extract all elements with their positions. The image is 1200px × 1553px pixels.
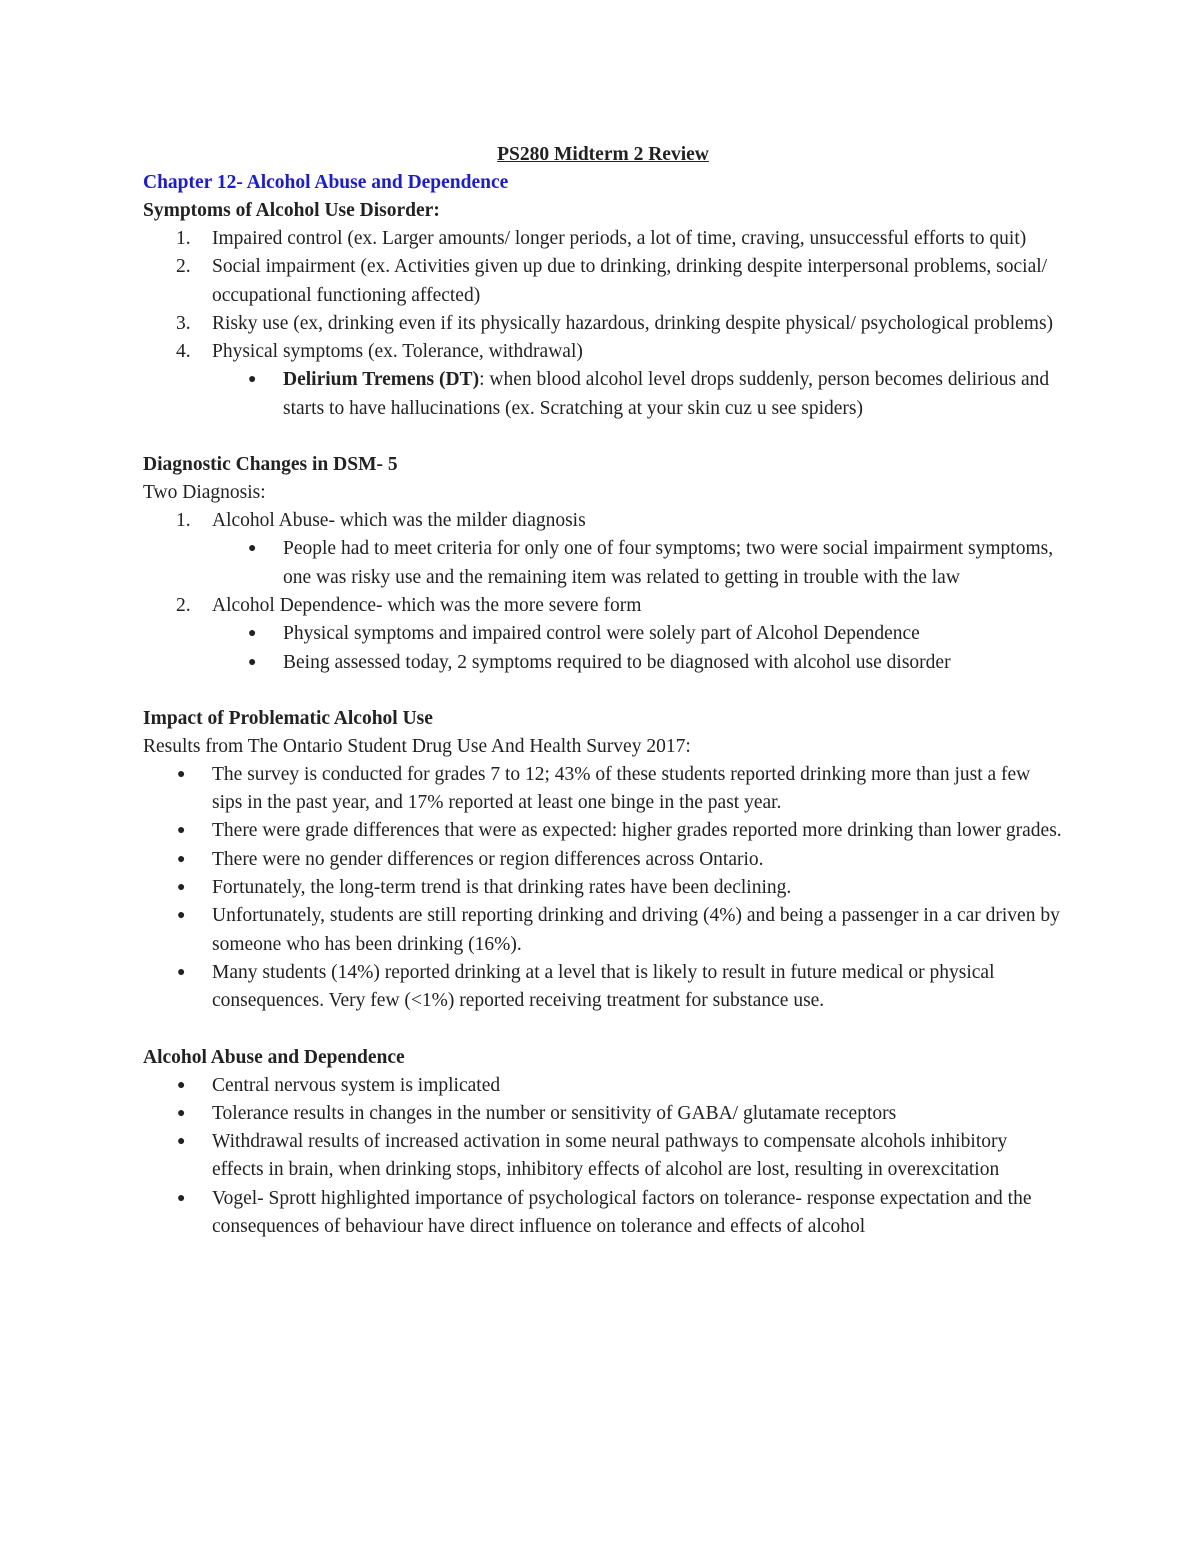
diagnostic-heading: Diagnostic Changes in DSM- 5	[143, 454, 398, 476]
bullet-icon: ●	[177, 880, 186, 896]
bullet-icon: ●	[177, 823, 186, 839]
sub-list	[212, 366, 1063, 423]
bullet-icon: ●	[177, 766, 186, 782]
bullet-icon: ●	[248, 654, 257, 670]
bullet-icon: ●	[248, 541, 257, 557]
impact-list	[143, 761, 1063, 1016]
bullet-icon: ●	[177, 1134, 186, 1150]
sub-list-item: ● Physical symptoms and impaired control were solely part of Alcohol Dependence	[143, 620, 1063, 648]
bullet-icon: ●	[177, 964, 186, 980]
list-item: 3. Risky use (ex, drinking even if its physically hazardous, drinking despite physical/ psychological problems)	[176, 312, 1054, 334]
list-item: 2. Social impairment (ex. Activities given up due to drinking, drinking despite interpersonal problems, social/ occupational functioning affected)	[176, 256, 1048, 306]
bullet-icon: ●	[177, 851, 186, 867]
diagnostic-list	[143, 507, 1063, 677]
term-delirium-tremens: Delirium Tremens (DT)	[283, 369, 480, 391]
list-item: ● Central nervous system is implicated	[143, 1072, 1063, 1100]
bullet-icon: ●	[177, 1105, 186, 1121]
impact-intro: Results from The Ontario Student Drug Use And Health Survey 2017:	[143, 735, 691, 757]
sub-list-item: ● Being assessed today, 2 symptoms required to be diagnosed with alcohol use disorder	[143, 649, 1063, 677]
abuse-heading: Alcohol Abuse and Dependence	[143, 1046, 405, 1068]
bullet-icon: ●	[248, 372, 257, 388]
diagnostic-intro: Two Diagnosis:	[143, 482, 266, 504]
document-title: PS280 Midterm 2 Review	[497, 144, 709, 165]
sub-list-item: ● Delirium Tremens (DT): when blood alcohol level drops suddenly, person becomes delirious and starts to have hallucinations (ex. Scratching at your skin cuz u see spiders)	[143, 366, 1063, 423]
list-item: ● The survey is conducted for grades 7 to 12; 43% of these students reported drinking more than just a few sips in the past year, and 17% reported at least one binge in the past year.	[143, 761, 1063, 818]
abuse-list	[143, 1072, 1063, 1242]
list-item: ● Withdrawal results of increased activation in some neural pathways to compensate alcohols inhibitory effects in brain, when drinking stops, inhibitory effects of alcohol are lost, resulting in overexcitation	[143, 1128, 1063, 1185]
sub-list-item: ● People had to meet criteria for only one of four symptoms; two were social impairment symptoms, one was risky use and the remaining item was related to getting in trouble with the law	[143, 535, 1063, 592]
symptoms-heading: Symptoms of Alcohol Use Disorder:	[143, 200, 440, 221]
bullet-icon: ●	[248, 626, 257, 642]
impact-heading: Impact of Problematic Alcohol Use	[143, 707, 433, 729]
list-item: 4. Physical symptoms (ex. Tolerance, withdrawal) ● Delirium Tremens (DT): when blood alcohol level drops suddenly, person becomes delirious and starts to have hallucinations (ex. Scratching at your skin cuz u see spiders)	[143, 338, 1063, 423]
list-item: ● Tolerance results in changes in the number or sensitivity of GABA/ glutamate receptors	[143, 1100, 1063, 1128]
list-item: ● Unfortunately, students are still reporting drinking and driving (4%) and being a passenger in a car driven by someone who has been drinking (16%).	[143, 902, 1063, 959]
bullet-icon: ●	[177, 908, 186, 924]
list-item: 1. Impaired control (ex. Larger amounts/ longer periods, a lot of time, craving, unsuccessful efforts to quit)	[176, 228, 1027, 249]
bullet-icon: ●	[177, 1077, 186, 1093]
list-item: ● There were grade differences that were as expected: higher grades reported more drinking than lower grades.	[143, 817, 1063, 845]
list-item: 1. Alcohol Abuse- which was the milder diagnosis ● People had to meet criteria for only one of four symptoms; two were social impairment symptoms, one was risky use and the remaining item was related to getting in trouble with the law	[143, 507, 1063, 592]
bullet-icon: ●	[177, 1190, 186, 1206]
list-item: ● Fortunately, the long-term trend is that drinking rates have been declining.	[143, 874, 1063, 902]
list-item: ● Vogel- Sprott highlighted importance of psychological factors on tolerance- response expectation and the consequences of behaviour have direct influence on tolerance and effects of alcohol	[143, 1185, 1063, 1242]
sub-list	[212, 535, 1063, 592]
sub-list	[212, 620, 1063, 677]
list-item: ● There were no gender differences or region differences across Ontario.	[143, 846, 1063, 874]
symptoms-list	[143, 225, 1063, 423]
document-page	[143, 140, 1063, 1241]
list-item: ● Many students (14%) reported drinking at a level that is likely to result in future medical or physical consequences. Very few (<1%) reported receiving treatment for substance use.	[143, 959, 1063, 1016]
list-item: 2. Alcohol Dependence- which was the more severe form ● Physical symptoms and impaired control were solely part of Alcohol Dependence ● Being assessed today, 2 symptoms required to be diagnosed with alcohol use disorder	[143, 592, 1063, 677]
chapter-heading: Chapter 12- Alcohol Abuse and Dependence	[143, 172, 509, 193]
